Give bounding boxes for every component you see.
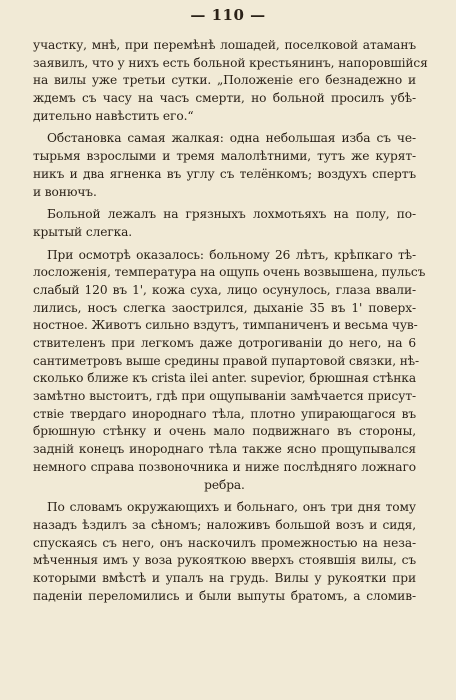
- text-line: Обстановка самая жалкая: одна небольшая изба съ че-: [47, 131, 416, 146]
- text-line: дительно навѣстить его.“: [33, 108, 194, 123]
- text-line: назадъ ѣздилъ за сѣномъ; наложивъ большой возъ и сидя,: [33, 517, 416, 532]
- text-line: ребра.: [204, 477, 245, 492]
- text-line: ждемъ съ часу на часъ смерти, но больной просилъ убѣ-: [33, 91, 416, 106]
- text-line: При осмотрѣ оказалось: больному 26 лѣтъ, крѣпкаго тѣ-: [47, 247, 416, 262]
- text-line: участку, мнѣ, при перемѣнѣ лошадей, поселковой атаманъ: [33, 38, 416, 52]
- text-line: спускаясь съ него, онъ наскочилъ промежностью на неза-: [33, 535, 416, 550]
- text-line: немного справа позвоночника и ниже послѣдняго ложнаго: [33, 459, 416, 474]
- text-line: заявилъ, что у нихъ есть больной крестьянинъ, напоровшійся: [33, 55, 428, 70]
- text-line: которыми вмѣстѣ и упалъ на грудь. Вилы у рукоятки при: [33, 570, 416, 585]
- text-line: задній конецъ инороднаго тѣла также ясно прощупывался: [33, 442, 416, 457]
- text-line: По словамъ окружающихъ и больнаго, онъ три дня тому: [47, 500, 416, 515]
- text-line: и вонючъ.: [33, 184, 97, 199]
- text-line: слабый 120 въ 1', кожа суха, лицо осунулось, глаза ввали-: [33, 282, 416, 297]
- paragraph-4: [33, 247, 426, 495]
- text-line: ствителенъ при легкомъ даже дотрогиваніи до него, на 6: [33, 336, 416, 350]
- paragraph-5: [33, 499, 416, 605]
- text-line: мѣченныя имъ у воза рукояткою вверхъ стоявшія вилы, съ: [33, 553, 416, 568]
- text-line: никъ и два ягненка въ углу съ телёнкомъ; воздухъ спертъ: [33, 166, 416, 181]
- text-line: ствіе твердаго инороднаго тѣла, плотно упирающагося въ: [33, 406, 416, 421]
- text-line: тырьмя взрослыми и тремя малолѣтними, тутъ же курят-: [33, 149, 416, 164]
- text-line: крытый слегка.: [33, 224, 133, 239]
- page-body: [33, 37, 428, 605]
- text-line: на вилы уже третьи сутки. „Положеніе его безнадежно и: [33, 73, 416, 88]
- text-line: лосложенія, температура на ощупь очень возвышена, пульсъ: [33, 265, 426, 280]
- text-line: сантиметровъ выше средины правой пупартовой связки, нѣ-: [33, 353, 420, 368]
- paragraph-2: [33, 130, 416, 201]
- paragraph-1: [33, 37, 428, 125]
- page-number: — 110 —: [190, 6, 266, 24]
- text-line: лились, носъ слегка заострился, дыханіе 35 въ 1' поверх-: [33, 300, 416, 315]
- text-line: сколько ближе къ crista ilei anter. supevior, брюшная стѣнка: [33, 371, 416, 386]
- text-line: Больной лежалъ на грязныхъ лохмотьяхъ на полу, по-: [47, 207, 416, 222]
- text-line: ностное. Животъ сильно вздутъ, тимпаниченъ и весьма чув-: [33, 318, 418, 333]
- text-line: брюшную стѣнку и очень мало подвижнаго въ стороны,: [33, 424, 416, 439]
- paragraph-3: [33, 206, 416, 241]
- text-line: паденіи переломились и были выпуты братомъ, а сломив-: [33, 588, 416, 603]
- text-line: замѣтно выстоитъ, гдѣ при ощупываніи замѣчается присут-: [33, 389, 416, 404]
